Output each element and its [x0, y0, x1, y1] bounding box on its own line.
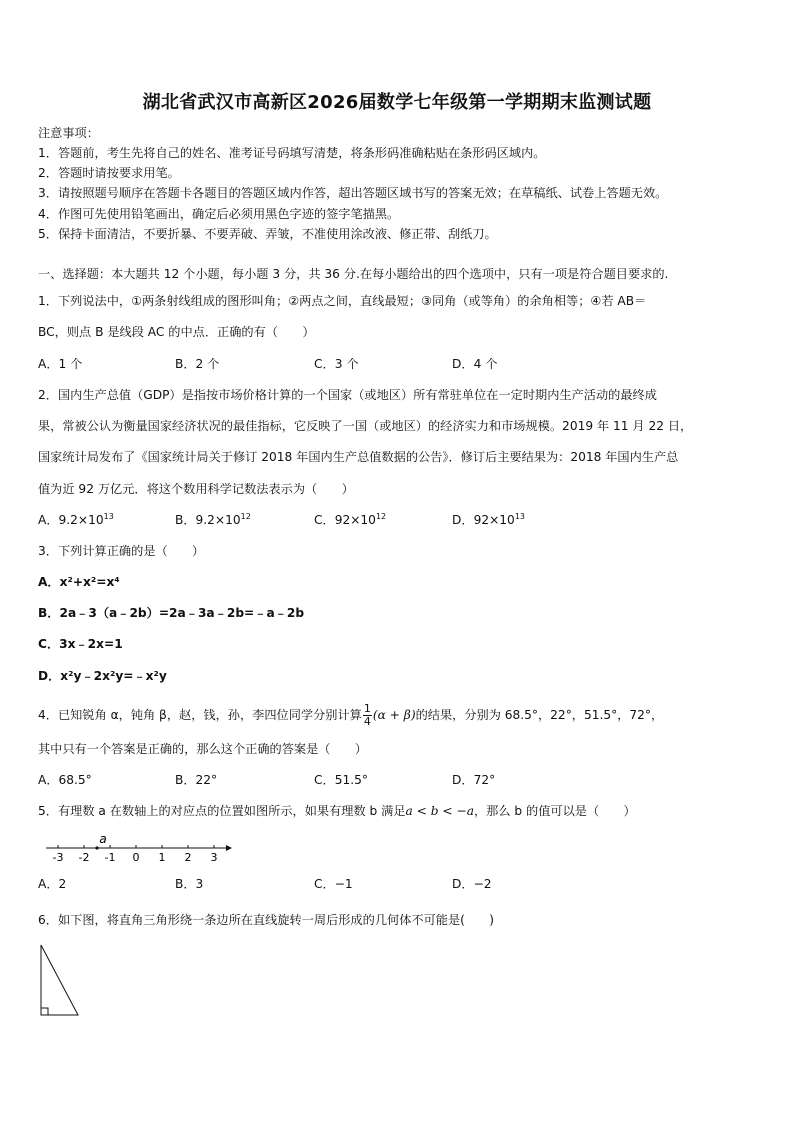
number-line-tick-label: -2	[78, 851, 90, 864]
notice-item-2: 2．答题时请按要求用笔。	[38, 166, 180, 180]
q2-option-a-exp: 13	[103, 511, 114, 521]
q2-option-b-exp: 12	[240, 511, 251, 521]
q5-stem	[38, 802, 636, 819]
q1-stem-line1: 1．下列说法中，①两条射线组成的图形叫角；②两点之间，直线最短；③同角（或等角）的余角相等；④若 AB＝	[38, 294, 647, 308]
number-line-point-label: a	[99, 832, 107, 846]
notice-heading: 注意事项：	[38, 126, 99, 140]
number-line-tick-label: 0	[132, 851, 140, 864]
q5-stem-pre: 5．有理数 a 在数轴上的对应点的位置如图所示，如果有理数 b 满足	[38, 804, 406, 818]
right-angle-marker	[41, 1008, 48, 1015]
q5-option-d: D．−2	[452, 877, 492, 891]
q1-stem-line2: BC，则点 B 是线段 AC 的中点．正确的有（ ）	[38, 325, 315, 339]
q2-option-d-base: D．92×10	[452, 513, 515, 527]
number-line-tick-label: 2	[184, 851, 192, 864]
q4-option-b: B．22°	[175, 773, 218, 787]
q4-option-d: D．72°	[452, 773, 496, 787]
q3-stem: 3．下列计算正确的是（ ）	[38, 544, 205, 558]
q2-option-c	[314, 511, 386, 528]
q6-stem: 6．如下图，将直角三角形绕一条边所在直线旋转一周后形成的几何体不可能是( )	[38, 913, 495, 927]
q5-option-b: B．3	[175, 877, 204, 891]
q5-option-a: A．2	[38, 877, 67, 891]
q2-option-d-exp: 13	[514, 511, 525, 521]
q4-stem-line1	[38, 703, 663, 728]
q4-stem-post: 的结果，分别为 68.5°，22°，51.5°，72°，	[415, 708, 664, 722]
notice-item-4: 4．作图可先使用铅笔画出，确定后必须用黑色字迹的签字笔描黑。	[38, 207, 400, 221]
q2-option-b-base: B．9.2×10	[175, 513, 241, 527]
number-line-tick-label: 3	[210, 851, 218, 864]
q3-option-a: A．x²+x²=x⁴	[38, 575, 120, 589]
q2-stem-line2: 果，常被公认为衡量国家经济状况的最佳指标，它反映了一国（或地区）的经济实力和市场规模。2019 年 11 月 22 日，	[38, 419, 693, 433]
q4-stem-line2: 其中只有一个答案是正确的，那么这个正确的答案是（ ）	[38, 742, 368, 756]
notice-item-3: 3．请按照题号顺序在答题卡各题目的答题区域内作答，超出答题区域书写的答案无效；在草稿纸、试卷上答题无效。	[38, 186, 668, 200]
q2-option-d	[452, 511, 525, 528]
q4-option-a: A．68.5°	[38, 773, 92, 787]
q2-option-c-base: C．92×10	[314, 513, 376, 527]
q4-fraction-denominator: 4	[363, 715, 371, 728]
q3-option-b: B．2a﹣3（a﹣2b）=2a﹣3a﹣2b=﹣a﹣2b	[38, 606, 305, 620]
q4-fraction-numerator: 1	[363, 702, 371, 715]
q3-option-d: D．x²y﹣2x²y=﹣x²y	[38, 669, 167, 683]
notice-item-5: 5．保持卡面清洁，不要折暴、不要弄破、弄皱，不准使用涂改液、修正带、刮纸刀。	[38, 227, 497, 241]
q1-option-c: C．3 个	[314, 357, 359, 371]
q2-stem-line4: 值为近 92 万亿元．将这个数用科学记数法表示为（ ）	[38, 482, 354, 496]
number-line-point-a	[95, 846, 98, 849]
q2-option-b	[175, 511, 251, 528]
q2-option-a	[38, 511, 114, 528]
q3-option-c: C．3x﹣2x=1	[38, 637, 123, 651]
notice-item-1: 1．答题前，考生先将自己的姓名、准考证号码填写清楚，将条形码准确粘贴在条形码区域内。	[38, 146, 546, 160]
q1-option-a: A．1 个	[38, 357, 83, 371]
q4-fraction-expression: (α + β)	[372, 708, 416, 722]
q2-option-c-exp: 12	[375, 511, 387, 521]
section-heading: 一、选择题：本大题共 12 个小题，每小题 3 分，共 36 分.在每小题给出的四个选项中，只有一项是符合题目要求的.	[38, 267, 669, 281]
q1-option-d: D．4 个	[452, 357, 498, 371]
page-title: 湖北省武汉市高新区2026届数学七年级第一学期期末监测试题	[142, 92, 652, 113]
q5-stem-post: ，那么 b 的值可以是（ ）	[474, 804, 636, 818]
q5-condition: a < b < −a	[405, 804, 474, 818]
number-line-figure	[38, 832, 238, 866]
number-line-arrow-icon	[226, 845, 232, 851]
q2-stem-line3: 国家统计局发布了《国家统计局关于修订 2018 年国内生产总值数据的公告》．修订后主要结果为：2018 年国内生产总	[38, 450, 679, 464]
q1-option-b: B．2 个	[175, 357, 220, 371]
q4-stem-pre: 4．已知锐角 α，钝角 β，赵，钱，孙，李四位同学分别计算	[38, 708, 362, 722]
right-triangle-figure	[38, 942, 82, 1018]
number-line-tick-label: -3	[52, 851, 64, 864]
number-line-tick-label: -1	[104, 851, 116, 864]
number-line-tick-label: 1	[158, 851, 166, 864]
q2-option-a-base: A．9.2×10	[38, 513, 104, 527]
q4-option-c: C．51.5°	[314, 773, 368, 787]
q2-stem-line1: 2．国内生产总值（GDP）是指按市场价格计算的一个国家（或地区）所有常驻单位在一定时期内生产活动的最终成	[38, 388, 657, 402]
q4-fraction	[363, 703, 372, 728]
q5-option-c: C．−1	[314, 877, 353, 891]
right-triangle	[41, 945, 78, 1015]
